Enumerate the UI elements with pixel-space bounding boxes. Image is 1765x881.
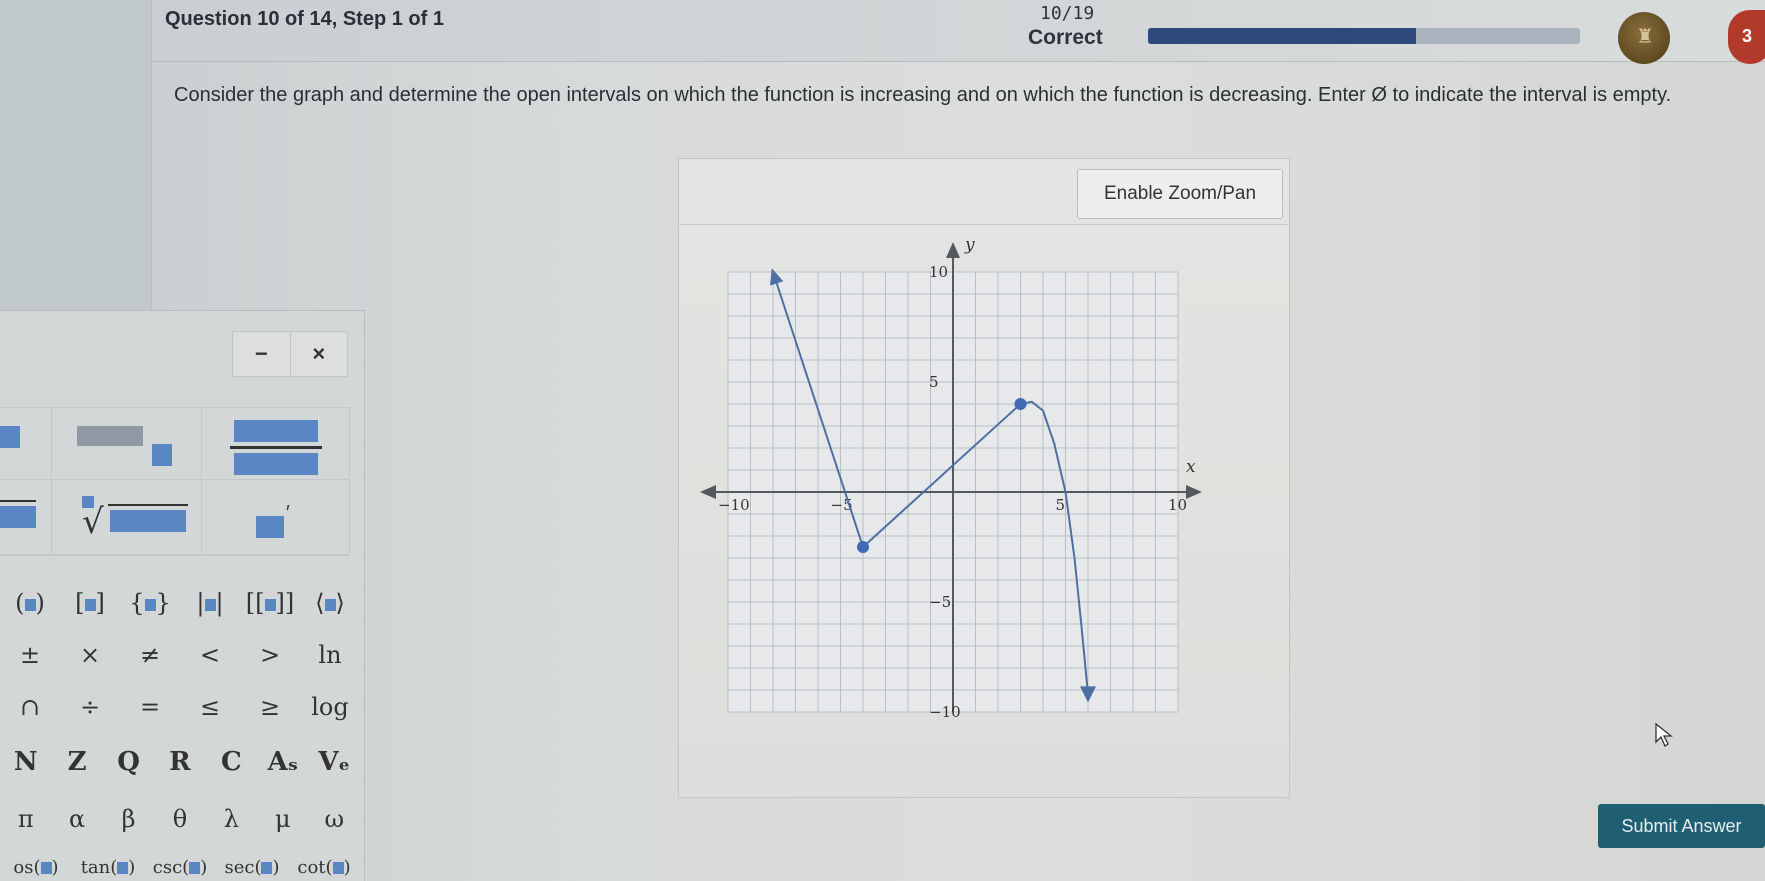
lives-heart bbox=[1728, 10, 1765, 64]
y-tick-label: −5 bbox=[929, 593, 952, 611]
symbol-4[interactable]: > bbox=[259, 641, 281, 669]
symbol-5[interactable]: ln bbox=[318, 641, 342, 669]
template-grid bbox=[0, 407, 350, 555]
bracket-template-5[interactable]: ⟨ ⟩ bbox=[315, 589, 345, 617]
template-subscript[interactable] bbox=[52, 408, 202, 480]
greek-symbol-2[interactable]: β bbox=[121, 805, 136, 833]
set-symbol-0[interactable]: N bbox=[13, 747, 38, 777]
y-tick-label: 5 bbox=[929, 373, 939, 391]
y-axis-label: y bbox=[965, 235, 975, 255]
lives-count: 3 bbox=[1742, 26, 1753, 46]
set-symbol-6[interactable]: Vₑ bbox=[318, 747, 351, 777]
question-prompt: Consider the graph and determine the open intervals on which the function is increasing and on which the function is decreasing. Enter Ø to indicate the interval is empty. bbox=[174, 84, 1672, 106]
placeholder-box bbox=[261, 862, 272, 874]
turning-point bbox=[1015, 398, 1027, 410]
symbol-0[interactable]: ± bbox=[19, 641, 41, 669]
progress-bar bbox=[1148, 28, 1580, 44]
placeholder-box bbox=[85, 599, 96, 611]
score-counter: 10/19 bbox=[1040, 3, 1095, 24]
function-graph bbox=[678, 230, 1278, 790]
y-tick-label: 10 bbox=[929, 263, 949, 281]
x-axis-label: x bbox=[1186, 457, 1196, 477]
graph-toolbar bbox=[679, 159, 1289, 225]
y-tick-label: −10 bbox=[929, 703, 961, 721]
symbol-4[interactable]: ≥ bbox=[259, 693, 281, 721]
trig-function-0[interactable]: os( ) bbox=[13, 857, 59, 878]
placeholder-box bbox=[117, 862, 128, 874]
close-icon[interactable]: × bbox=[312, 341, 326, 366]
left-margin-strip bbox=[0, 0, 152, 310]
symbol-3[interactable]: ≤ bbox=[199, 693, 221, 721]
set-symbol-3[interactable]: R bbox=[169, 747, 191, 777]
symbol-5[interactable]: log bbox=[311, 693, 349, 721]
x-tick-label: 5 bbox=[1055, 496, 1066, 514]
trig-function-3[interactable]: sec( ) bbox=[224, 857, 280, 878]
greek-symbol-3[interactable]: θ bbox=[172, 805, 188, 833]
symbol-3[interactable]: < bbox=[199, 641, 221, 669]
greek-row bbox=[0, 805, 360, 833]
placeholder-box bbox=[145, 599, 156, 611]
mouse-cursor-icon bbox=[1654, 722, 1674, 748]
placeholder-box bbox=[205, 599, 216, 611]
bracket-template-0[interactable]: ( ) bbox=[15, 589, 45, 617]
x-tick-label: −10 bbox=[718, 496, 750, 514]
template-nth-root[interactable]: √ bbox=[52, 480, 202, 556]
bracket-template-4[interactable]: [[ ]] bbox=[245, 589, 295, 617]
placeholder-box bbox=[333, 862, 344, 874]
symbol-0[interactable]: ∩ bbox=[19, 693, 41, 721]
set-symbol-4[interactable]: C bbox=[221, 747, 242, 777]
placeholder-box bbox=[25, 599, 36, 611]
trig-function-4[interactable]: cot( ) bbox=[297, 857, 351, 878]
set-symbol-2[interactable]: Q bbox=[117, 747, 140, 777]
greek-symbol-5[interactable]: μ bbox=[275, 805, 291, 833]
operator-row-1 bbox=[0, 641, 360, 669]
bracket-template-3[interactable]: | | bbox=[196, 589, 224, 617]
set-symbol-5[interactable]: Aₛ bbox=[267, 747, 299, 777]
symbol-2[interactable]: = bbox=[139, 693, 161, 721]
x-tick-label: −5 bbox=[830, 496, 853, 514]
greek-symbol-4[interactable]: λ bbox=[223, 805, 239, 833]
trig-function-2[interactable]: csc( ) bbox=[152, 857, 208, 878]
x-axis-arrow-right bbox=[1186, 485, 1202, 499]
placeholder-box bbox=[265, 599, 276, 611]
palette-window-controls bbox=[232, 331, 348, 377]
trig-function-1[interactable]: tan( ) bbox=[80, 857, 136, 878]
enable-zoom-pan-button[interactable]: Enable Zoom/Pan bbox=[1077, 169, 1283, 219]
turning-point bbox=[857, 541, 869, 553]
bracket-template-2[interactable]: { } bbox=[129, 589, 171, 617]
x-axis-arrow-left bbox=[700, 485, 716, 499]
greek-symbol-1[interactable]: α bbox=[69, 805, 86, 833]
template-fraction[interactable] bbox=[202, 408, 350, 480]
trig-functions-row bbox=[0, 857, 360, 878]
trophy-icon: ♜ bbox=[1636, 26, 1654, 48]
set-symbol-1[interactable]: Z bbox=[67, 747, 87, 777]
placeholder-box bbox=[189, 862, 200, 874]
template-superscript-partial[interactable] bbox=[0, 408, 52, 480]
symbol-2[interactable]: ≠ bbox=[139, 641, 161, 669]
placeholder-box bbox=[41, 862, 52, 874]
achievement-badge[interactable] bbox=[1618, 12, 1670, 64]
greek-symbol-0[interactable]: π bbox=[17, 805, 34, 833]
symbol-1[interactable]: ÷ bbox=[79, 693, 101, 721]
number-sets-row bbox=[0, 747, 360, 777]
template-prime[interactable]: ′ bbox=[202, 480, 350, 556]
question-title: Question 10 of 14, Step 1 of 1 bbox=[165, 8, 444, 30]
bracket-template-1[interactable]: [ ] bbox=[75, 589, 105, 617]
x-tick-label: 10 bbox=[1168, 496, 1188, 514]
greek-symbol-6[interactable]: ω bbox=[324, 805, 345, 833]
template-overline-partial[interactable] bbox=[0, 480, 52, 556]
answer-status: Correct bbox=[1028, 26, 1103, 49]
operator-row-2 bbox=[0, 693, 360, 721]
y-axis-arrow bbox=[946, 242, 960, 258]
symbol-1[interactable]: × bbox=[79, 641, 101, 669]
placeholder-box bbox=[325, 599, 336, 611]
minimize-icon[interactable]: − bbox=[233, 332, 291, 376]
progress-fill bbox=[1148, 28, 1416, 44]
submit-answer-button[interactable]: Submit Answer bbox=[1598, 804, 1765, 848]
bracket-templates-row bbox=[0, 589, 360, 617]
math-palette bbox=[0, 310, 365, 881]
